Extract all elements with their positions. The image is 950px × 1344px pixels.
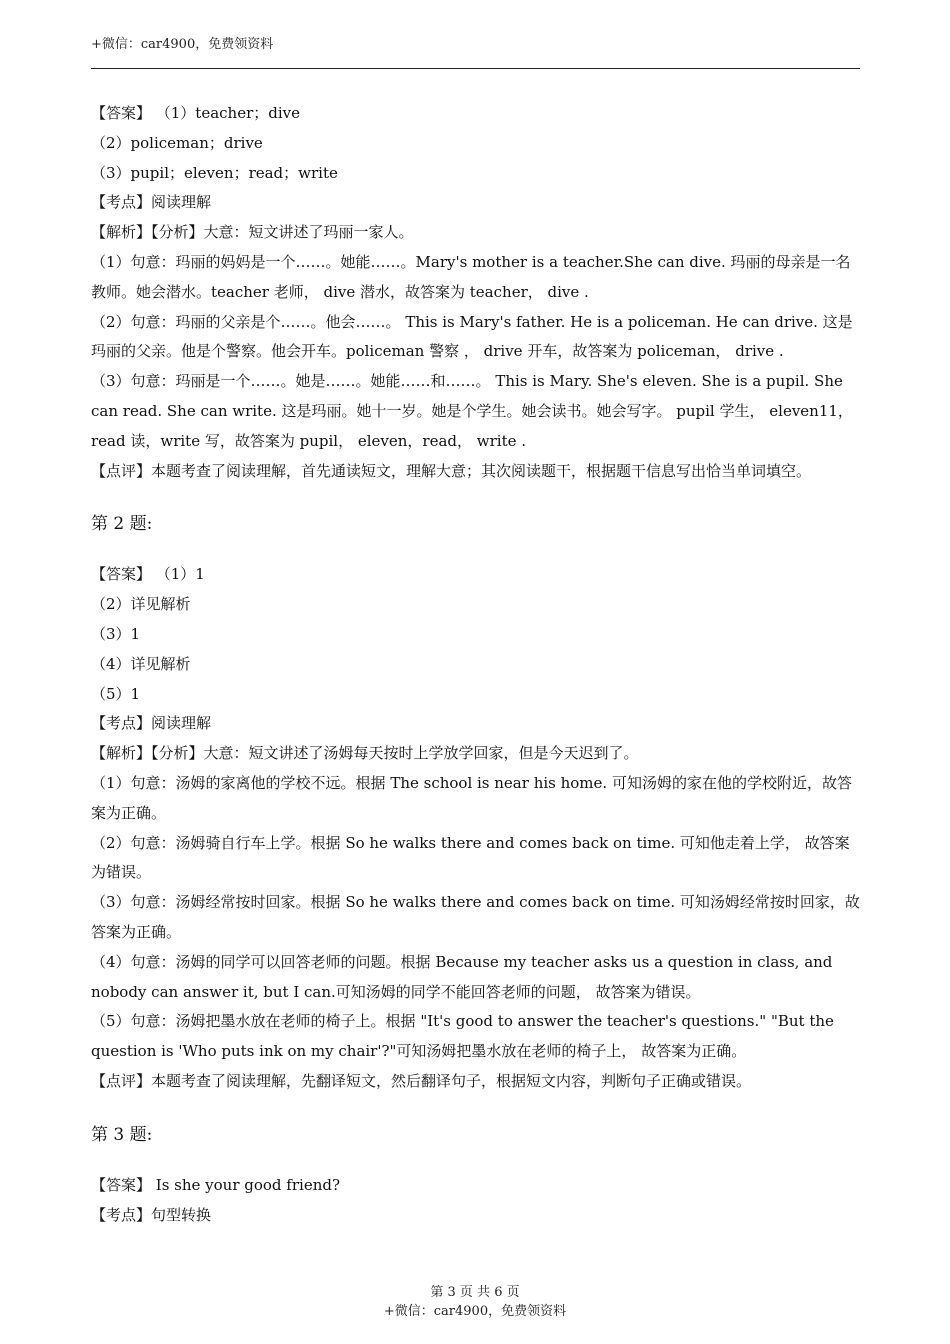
- page-number: 第 3 页 共 6 页: [430, 1285, 520, 1300]
- answer-line: （2）详见解析: [91, 595, 191, 614]
- analysis-paragraph: （5）句意：汤姆把墨水放在老师的椅子上。根据 "It's good to answer the teacher's questions." "But the question is 'Who puts ink on my chair'?"可知汤姆把墨水放在老师的椅子上， 故答案为正确。: [91, 1012, 834, 1061]
- analysis-line: 【解析】【分析】大意：短文讲述了汤姆每天按时上学放学回家，但是今天迟到了。: [91, 744, 639, 763]
- analysis-paragraph: （1）句意：汤姆的家离他的学校不远。根据 The school is near his home. 可知汤姆的家在他的学校附近，故答案为正确。: [91, 773, 852, 822]
- answer-line: （3）1: [91, 624, 141, 643]
- analysis-paragraph: （4）句意：汤姆的同学可以回答老师的问题。根据 Because my teacher asks us a question in class, and nobody can answer it, but I can.可知汤姆的同学不能回答老师的问题， 故答案为错误。: [91, 952, 833, 1001]
- answer-line: （2）policeman；drive: [91, 133, 263, 152]
- topic-line: 【考点】阅读理解: [91, 714, 212, 733]
- header-divider: [91, 68, 860, 69]
- comment-paragraph: 【点评】本题考查了阅读理解，首先通读短文，理解大意；其次阅读题干，根据题干信息写出恰当单词填空。: [91, 461, 812, 480]
- comment-paragraph: 【点评】本题考查了阅读理解，先翻译短文，然后翻译句子，根据短文内容，判断句子正确或错误。: [91, 1071, 752, 1090]
- analysis-paragraph: （3）句意：玛丽是一个……。她是……。她能……和……。 This is Mary. She's eleven. She is a pupil. She can read. She can write. 这是玛丽。她十一岁。她是个学生。她会读书。她会写字。 pupil 学生， eleven11， read 读，write 写，故答案为 pupil， eleven，read， write .: [91, 372, 853, 450]
- topic-line: 【考点】阅读理解: [91, 193, 212, 212]
- question-3-solution: [91, 1171, 861, 1231]
- topic-line: 【考点】句型转换: [91, 1205, 212, 1224]
- answer-line: 【答案】 （1）teacher；dive: [91, 104, 301, 122]
- answer-line: （5）1: [91, 684, 141, 703]
- analysis-paragraph: （2）句意：玛丽的父亲是个……。他会……。 This is Mary's father. He is a policeman. He can drive. 这是玛丽的父亲。他是个警察。他会开车。policeman 警察 ， drive 开车，故答案为 policeman， drive .: [91, 312, 853, 361]
- question-3-title: 第 3 题:: [91, 1124, 153, 1145]
- footer-watermark: +微信：car4900，免费领资料: [383, 1304, 567, 1319]
- answer-line: （3）pupil；eleven；read；write: [91, 163, 338, 182]
- question-1-solution: [91, 99, 861, 486]
- answer-line: 【答案】 （1）1: [91, 565, 205, 584]
- analysis-paragraph: （1）句意：玛丽的妈妈是一个……。她能……。Mary's mother is a teacher.She can dive. 玛丽的母亲是一名教师。她会潜水。teacher 老师， dive 潜水，故答案为 teacher， dive .: [91, 252, 851, 301]
- header-watermark: +微信：car4900，免费领资料: [91, 37, 274, 52]
- question-2-solution: [91, 560, 861, 1096]
- answer-line: （4）详见解析: [91, 654, 191, 673]
- document-body: [91, 99, 861, 1230]
- answer-line: 【答案】 Is she your good friend?: [91, 1175, 341, 1194]
- question-2-title: 第 2 题:: [91, 514, 153, 535]
- analysis-line: 【解析】【分析】大意：短文讲述了玛丽一家人。: [91, 223, 414, 242]
- analysis-paragraph: （2）句意：汤姆骑自行车上学。根据 So he walks there and comes back on time. 可知他走着上学， 故答案为错误。: [91, 833, 850, 882]
- analysis-paragraph: （3）句意：汤姆经常按时回家。根据 So he walks there and comes back on time. 可知汤姆经常按时回家，故答案为正确。: [91, 893, 860, 941]
